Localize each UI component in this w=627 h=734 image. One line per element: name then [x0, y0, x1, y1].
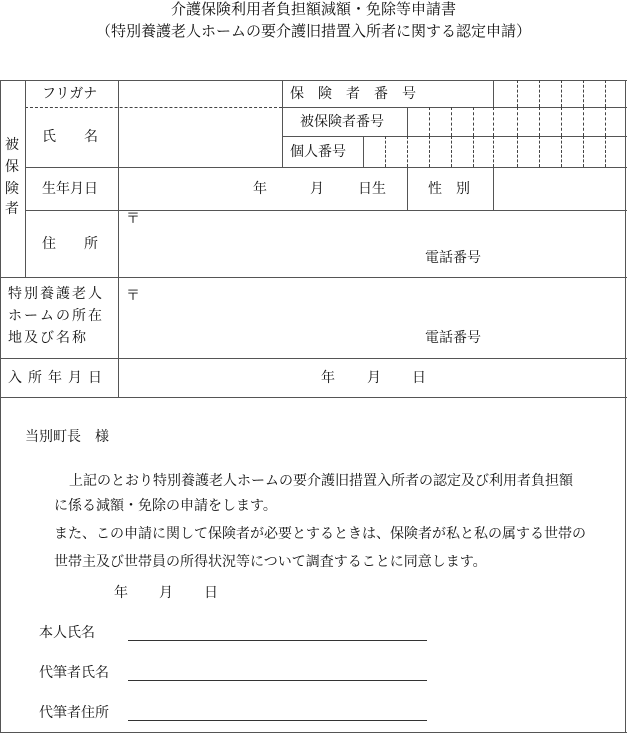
facility-postal-mark: 〒 — [126, 288, 140, 304]
digit-divider — [561, 107, 562, 136]
digit-divider — [539, 107, 540, 136]
digit-divider — [583, 107, 584, 136]
address-label: 住 所 — [42, 236, 98, 252]
digit-divider — [605, 107, 606, 136]
digit-divider — [429, 107, 430, 136]
birthdate-label: 生年月日 — [42, 181, 98, 197]
digit-divider — [605, 136, 606, 167]
statement-line: に係る減額・免除の申請をします。 — [54, 498, 277, 514]
digit-divider — [561, 136, 562, 167]
digit-divider — [517, 136, 518, 167]
proxy-name-label: 代筆者氏名 — [39, 665, 109, 681]
digit-divider — [583, 80, 584, 107]
admission-day-label: 日 — [412, 370, 426, 386]
facility-field[interactable] — [140, 280, 620, 320]
proxy-address-label: 代筆者住所 — [39, 705, 109, 721]
date-day-label: 日 — [204, 585, 218, 601]
digit-divider — [429, 136, 430, 167]
date-year-label: 年 — [114, 585, 128, 601]
insurer-number-label: 保 険 者 番 号 — [290, 86, 416, 102]
digit-divider — [451, 136, 452, 167]
birth-month-label: 月 — [310, 181, 324, 197]
admission-year-label: 年 — [321, 370, 335, 386]
digit-divider — [605, 80, 606, 107]
digit-divider — [473, 107, 474, 136]
admission-date-label: 入所年月日 — [8, 370, 108, 386]
birth-year-label: 年 — [253, 181, 267, 197]
name-label: 氏 名 — [42, 129, 98, 145]
digit-divider — [493, 107, 494, 136]
application-form: 介護保険利用者負担額減額・免除等申請書 （特別養護老人ホームの要介護旧措置入所者に関する認定申請） 被 保 険 者 フリガナ 保 険 者 番 号 氏 名 被保険者番号 個人番号 生年月日 年 月 日生 性 別 住 所 〒 電話番号 特別養護老人 ホームの所在 地及び名称 〒 電話番号 入所年月日 年 月 日 当別町長 様 上記のとおり特別養護老人ホームの要介護旧措置入所者の認定及び利用者負担額 に係る減額・免除の申請をします。 また、この申請に関して保険者が必要とするときは、保険者が私と私の属する世帯の 世帯主及び世帯員の所得状況等について調査することに同意します。 年 月 日 本人氏名 代筆者氏名 代筆者住所 — [0, 0, 627, 734]
date-month-label: 月 — [159, 585, 173, 601]
digit-divider — [517, 107, 518, 136]
proxy-name-line[interactable] — [128, 680, 427, 681]
address-field[interactable] — [140, 212, 620, 242]
personal-number-label: 個人番号 — [290, 144, 346, 160]
digit-divider — [539, 80, 540, 107]
statement-line: また、この申請に関して保険者が必要とするときは、保険者が私と私の属する世帯の — [54, 526, 586, 542]
insured-number-label: 被保険者番号 — [300, 114, 384, 130]
self-name-label: 本人氏名 — [39, 625, 95, 641]
digit-divider — [493, 136, 494, 167]
digit-divider — [583, 136, 584, 167]
digit-divider — [385, 136, 386, 167]
proxy-address-line[interactable] — [128, 720, 427, 721]
furigana-field[interactable] — [120, 82, 280, 106]
birth-day-label: 日生 — [358, 181, 386, 197]
addressee: 当別町長 様 — [25, 429, 109, 445]
statement-line: 上記のとおり特別養護老人ホームの要介護旧措置入所者の認定及び利用者負担額 — [69, 473, 573, 489]
digit-divider — [407, 136, 408, 167]
postal-mark: 〒 — [126, 211, 140, 227]
furigana-label: フリガナ — [42, 86, 98, 102]
admission-month-label: 月 — [367, 370, 381, 386]
sex-label: 性 別 — [428, 181, 470, 197]
form-subtitle: （特別養護老人ホームの要介護旧措置入所者に関する認定申請） — [95, 22, 531, 40]
form-title: 介護保険利用者負担額減額・免除等申請書 — [170, 0, 456, 18]
statement-line: 世帯主及び世帯員の所得状況等について調査することに同意します。 — [54, 554, 487, 570]
sex-field[interactable] — [495, 169, 623, 208]
phone-label: 電話番号 — [425, 250, 481, 266]
digit-divider — [473, 136, 474, 167]
self-name-line[interactable] — [128, 640, 427, 641]
digit-divider — [451, 107, 452, 136]
digit-divider — [517, 80, 518, 107]
name-field[interactable] — [120, 109, 280, 165]
digit-divider — [539, 136, 540, 167]
digit-divider — [561, 80, 562, 107]
facility-phone-label: 電話番号 — [425, 330, 481, 346]
